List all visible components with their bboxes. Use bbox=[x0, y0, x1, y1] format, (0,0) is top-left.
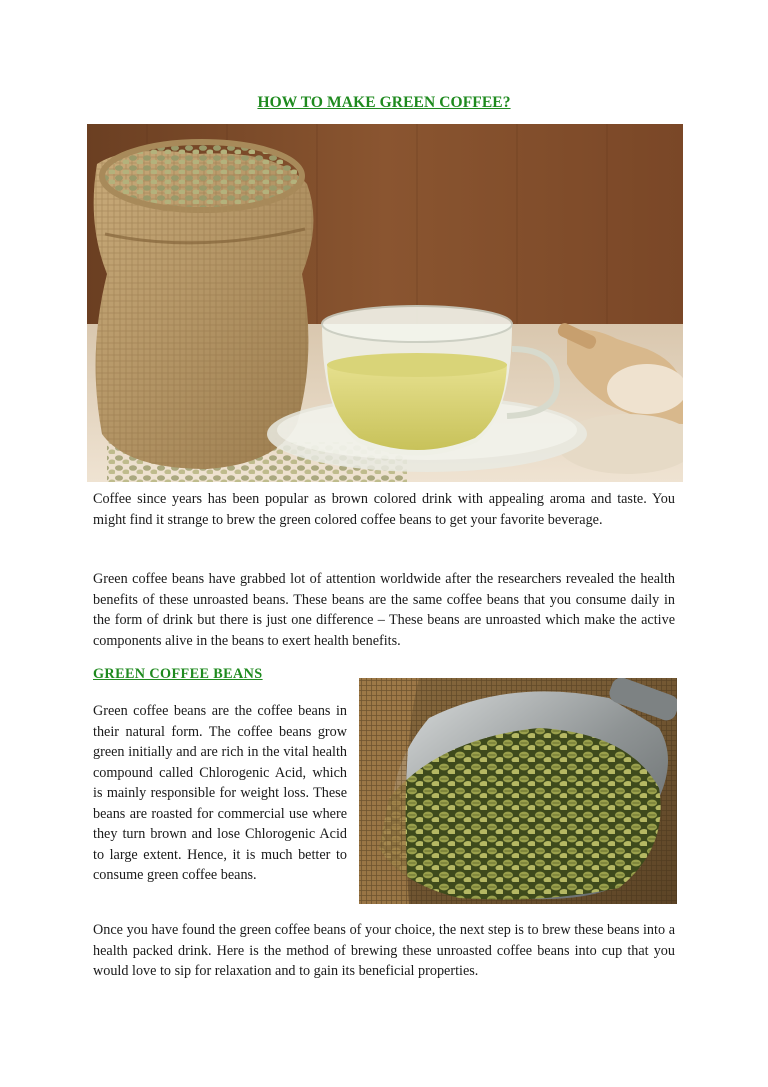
intro-paragraph: Coffee since years has been popular as brown colored drink with appealing aroma and taste. You might find it strange to brew the green colored coffee beans to get your favorite beverage. bbox=[93, 491, 675, 528]
page-title: HOW TO MAKE GREEN COFFEE? bbox=[257, 94, 511, 111]
hero-photo bbox=[87, 124, 683, 482]
green-beans-photo bbox=[359, 678, 677, 904]
benefits-paragraph: Green coffee beans have grabbed lot of attention worldwide after the researchers revealed the health benefits of these unroasted beans. These beans are the same coffee beans that you consume daily in the form of drink but there is just one difference – These beans are unroasted which make the active components alive in the beans to exert health benefits. bbox=[93, 571, 675, 649]
section-heading: GREEN COFFEE BEANS bbox=[93, 666, 263, 682]
closing-paragraph: Once you have found the green coffee beans of your choice, the next step is to brew these beans into a health packed drink. Here is the method of brewing these unroasted coffee beans into cup that you would love to sip for relaxation and to gain its beneficial properties. bbox=[93, 922, 675, 979]
section-paragraph: Green coffee beans are the coffee beans in their natural form. The coffee beans grow green initially and are rich in the vital health compound called Chlorogenic Acid, which is mainly responsible for weight loss. These beans are roasted for commercial use where they turn brown and lose Chlorogenic Acid to large extent. Hence, it is much better to consume green coffee beans. bbox=[93, 703, 347, 883]
